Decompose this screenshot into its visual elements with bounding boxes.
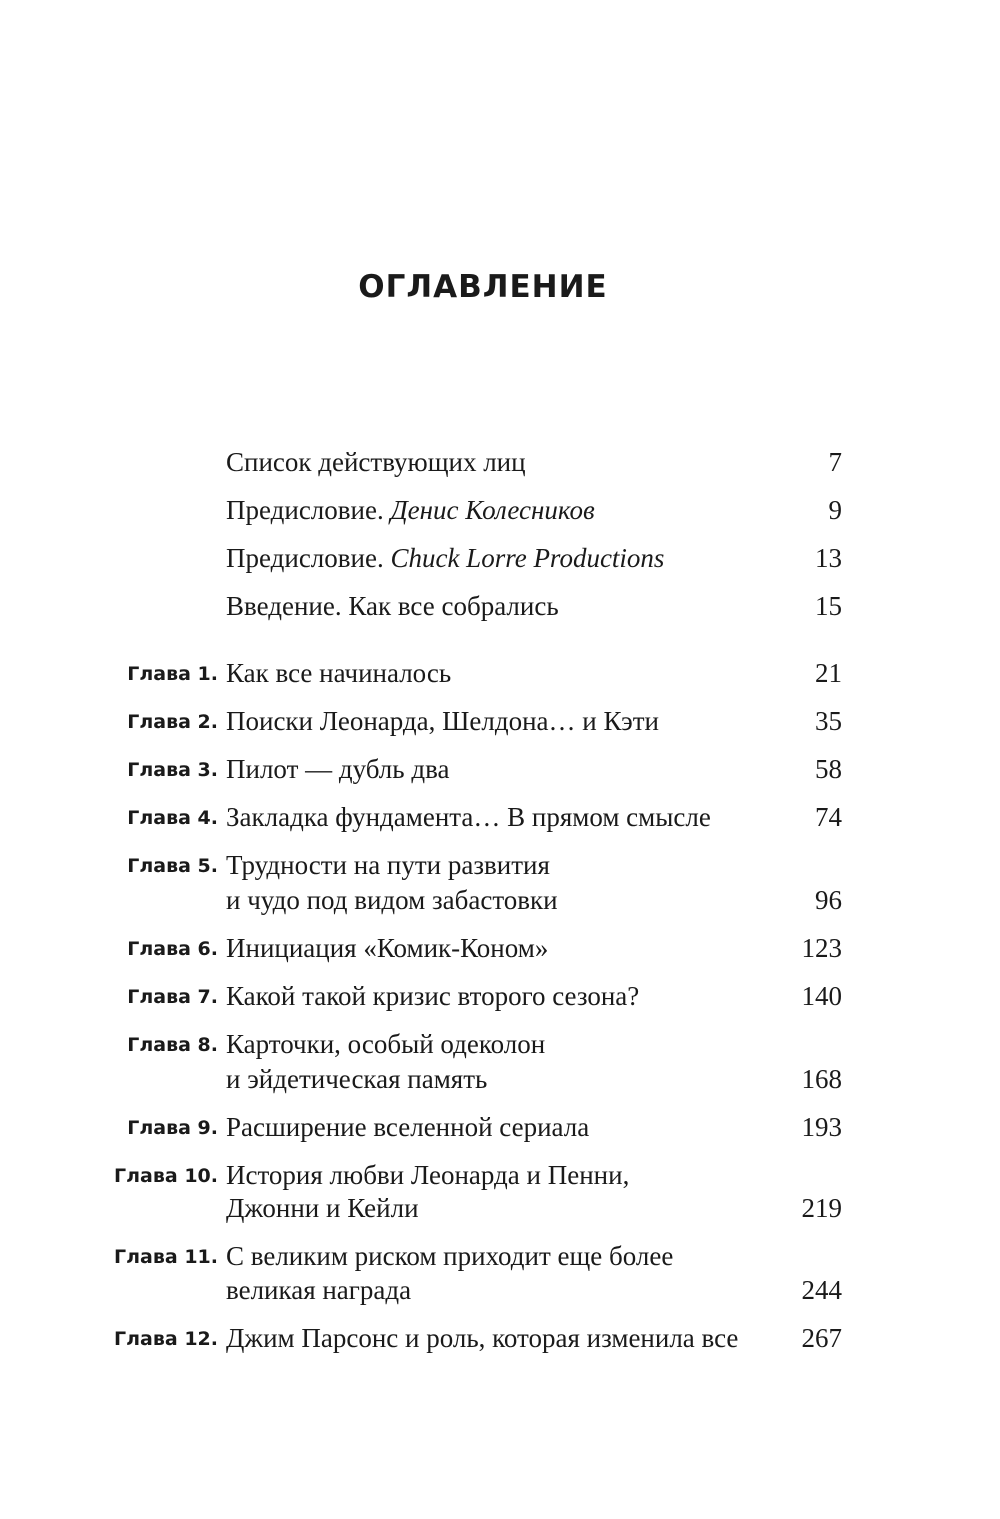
chapter-title-line-2: и эйдетическая память [226,1064,488,1094]
toc-entry-title [226,493,786,527]
chapter-page: 193 [801,1112,842,1142]
chapter-page: 267 [801,1323,842,1353]
chapter-title: Расширение вселенной сериала [226,1112,590,1142]
toc-entry-page: 7 [828,447,842,477]
chapter-label: Глава 10. [114,1165,218,1187]
chapter-page: 244 [801,1275,842,1305]
chapter-title-line-1: Трудности на пути развития [226,850,550,880]
chapter-label: Глава 6. [127,938,218,960]
chapter-title-line-1: История любви Леонарда и Пенни, [226,1160,630,1190]
toc-entry-title [226,541,786,575]
chapter-page: 74 [815,802,842,832]
chapter-label: Глава 3. [127,759,218,781]
chapter-title: Как все начиналось [226,658,452,688]
toc-entry-title: Список действующих лиц [226,447,526,477]
chapter-page: 168 [801,1064,842,1094]
chapter-title-line-1: Карточки, особый одеколон [226,1029,546,1059]
chapter-label: Глава 2. [127,711,218,733]
chapter-page: 35 [815,706,842,736]
chapter-label: Глава 12. [114,1328,218,1350]
page-title: ОГЛАВЛЕНИЕ [358,268,608,305]
chapter-title: Инициация «Комик-Коном» [226,933,549,963]
chapter-title-line-2: великая награда [226,1275,412,1305]
toc-entry-title-text: Предисловие. [226,495,384,525]
chapter-label: Глава 1. [127,663,218,685]
chapter-label: Глава 11. [114,1246,218,1268]
chapter-title: Джим Парсонс и роль, которая изменила все [226,1323,739,1353]
chapter-title-line-2: Джонни и Кейли [226,1193,419,1223]
toc-entry-title: Введение. Как все собрались [226,591,559,621]
toc-entry-page: 9 [828,495,842,525]
chapter-page: 21 [815,658,842,688]
chapter-title-line-2: и чудо под видом забастовки [226,885,558,915]
chapter-title: Поиски Леонарда, Шелдона… и Кэти [226,706,659,736]
toc-entry-title-author: Chuck Lorre Productions [390,543,665,573]
chapter-label: Глава 4. [127,807,218,829]
chapter-title: Какой такой кризис второго сезона? [226,981,640,1011]
chapter-label: Глава 5. [127,855,218,877]
chapter-title-line-1: С великим риском приходит еще более [226,1241,674,1271]
chapter-page: 219 [801,1193,842,1223]
chapter-title: Закладка фундамента… В прямом смысле [226,802,711,832]
toc-entry-title-author: Денис Колесников [390,495,595,525]
chapter-page: 58 [815,754,842,784]
toc-entry-page: 13 [815,543,842,573]
chapter-page: 96 [815,885,842,915]
chapter-page: 140 [801,981,842,1011]
toc-entry-page: 15 [815,591,842,621]
chapter-label: Глава 7. [127,986,218,1008]
chapter-label: Глава 8. [127,1034,218,1056]
chapter-title: Пилот — дубль два [226,754,450,784]
toc-entry-title-text: Предисловие. [226,543,384,573]
chapter-page: 123 [801,933,842,963]
chapter-label: Глава 9. [127,1117,218,1139]
